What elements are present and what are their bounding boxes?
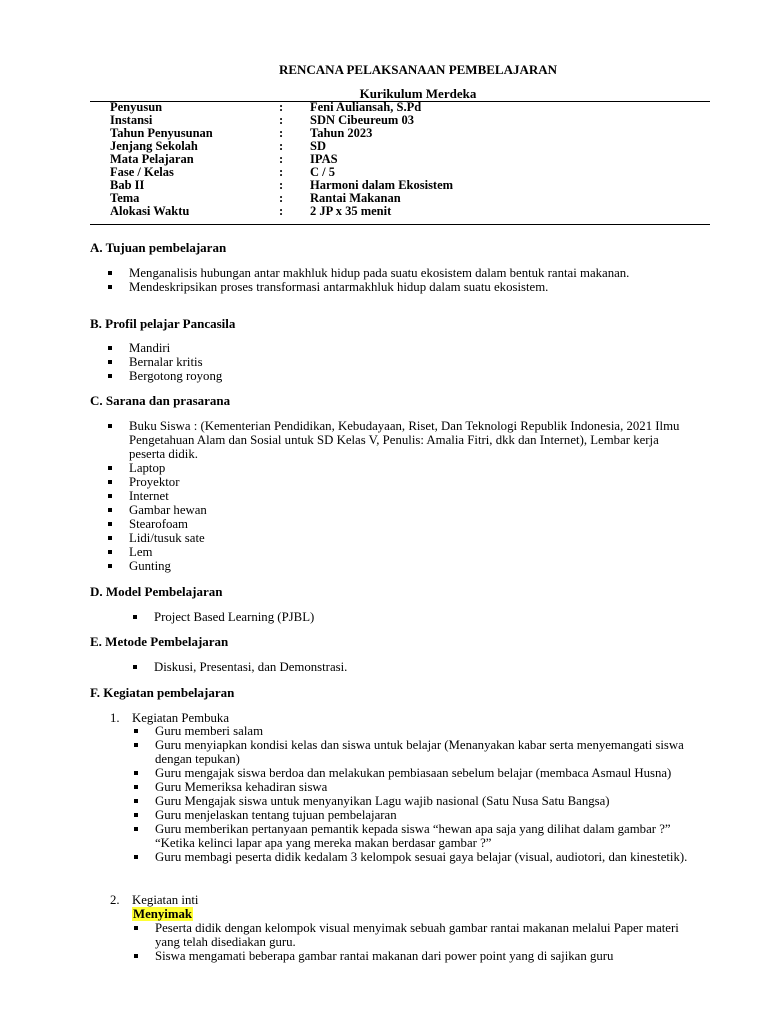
- step-1-number: 1.: [110, 711, 120, 725]
- list-item: Guru mengajak siswa berdoa dan melakukan pembiasaan sebelum belajar (membaca Asmaul Husna): [155, 766, 700, 780]
- identity-row: [110, 153, 453, 166]
- section-f-heading: F. Kegiatan pembelajaran: [90, 685, 235, 700]
- list-item: Guru Mengajak siswa untuk menyanyikan Lagu wajib nasional (Satu Nusa Satu Bangsa): [155, 794, 700, 808]
- identity-value: SDN Cibeureum 03: [310, 112, 414, 127]
- identity-value: C / 5: [310, 164, 335, 179]
- identity-key: Jenjang Sekolah: [110, 138, 198, 153]
- identity-key: Tema: [110, 190, 140, 205]
- section-e-heading: E. Metode Pembelajaran: [90, 634, 229, 649]
- identity-value: SD: [310, 138, 326, 153]
- identity-key: Instansi: [110, 112, 153, 127]
- identity-colon: :: [279, 203, 284, 218]
- identity-colon: :: [279, 151, 284, 166]
- identity-table: [110, 101, 453, 218]
- list-item: Proyektor: [129, 475, 689, 489]
- section-d-list: [154, 610, 699, 624]
- list-item: Diskusi, Presentasi, dan Demonstrasi.: [154, 660, 699, 674]
- list-item: Guru membagi peserta didik kedalam 3 kelompok sesuai gaya belajar (visual, audiotori, dan kinestetik).: [155, 850, 700, 864]
- list-item: Gambar hewan: [129, 503, 689, 517]
- list-item: Guru memberi salam: [155, 724, 700, 738]
- list-item: Lem: [129, 545, 689, 559]
- list-item: Mandiri: [129, 341, 689, 355]
- identity-row: [110, 127, 453, 140]
- identity-row: [110, 205, 453, 218]
- identity-value: 2 JP x 35 menit: [310, 203, 392, 218]
- table-bottom-rule: [90, 224, 710, 225]
- list-item: Siswa mengamati beberapa gambar rantai makanan dari power point yang di sajikan guru: [155, 949, 700, 963]
- section-a-heading: A. Tujuan pembelajaran: [90, 240, 227, 255]
- section-b-list: [129, 341, 689, 383]
- step-1-label: Kegiatan Pembuka: [132, 711, 230, 725]
- list-item: Internet: [129, 489, 689, 503]
- highlight-menyimak: Menyimak: [133, 907, 193, 921]
- identity-row: [110, 114, 453, 127]
- identity-value: Tahun 2023: [310, 125, 373, 140]
- section-e-list: [154, 660, 699, 674]
- step-2-list: [155, 921, 700, 963]
- section-c-heading: C. Sarana dan prasarana: [90, 393, 231, 408]
- identity-colon: :: [279, 177, 284, 192]
- identity-key: Alokasi Waktu: [110, 203, 190, 218]
- list-item: Peserta didik dengan kelompok visual menyimak sebuah gambar rantai makanan melalui Paper materi yang telah disediakan guru.: [155, 921, 700, 949]
- identity-key: Tahun Penyusunan: [110, 125, 213, 140]
- identity-key: Bab II: [110, 177, 145, 192]
- list-item: Buku Siswa : (Kementerian Pendidikan, Kebudayaan, Riset, Dan Teknologi Republik Indonesia, 2021 Ilmu Pengetahuan Alam dan Sosial untuk SD Kelas V, Penulis: Amalia Fitri, dkk dan Internet), Lembar kerja peserta didik.: [129, 419, 689, 461]
- list-item: Guru memberikan pertanyaan pemantik kepada siswa “hewan apa saja yang dilihat dalam gambar ?” “Ketika kelinci lapar apa yang mereka makan berdasar gambar ?”: [155, 822, 700, 850]
- identity-row: [110, 192, 453, 205]
- identity-row: [110, 140, 453, 153]
- identity-key: Mata Pelajaran: [110, 151, 194, 166]
- document-title: RENCANA PELAKSANAAN PEMBELAJARAN: [278, 62, 558, 77]
- identity-row: [110, 179, 453, 192]
- step-2-number: 2.: [110, 893, 120, 907]
- list-item: Bernalar kritis: [129, 355, 689, 369]
- list-item: Laptop: [129, 461, 689, 475]
- identity-value: Rantai Makanan: [310, 190, 401, 205]
- list-item: Bergotong royong: [129, 369, 689, 383]
- identity-colon: :: [279, 125, 284, 140]
- identity-row: [110, 166, 453, 179]
- identity-colon: :: [279, 112, 284, 127]
- step-2-label: Kegiatan inti: [132, 893, 199, 907]
- identity-colon: :: [279, 138, 284, 153]
- list-item: Guru menjelaskan tentang tujuan pembelajaran: [155, 808, 700, 822]
- section-c-list: [129, 419, 689, 573]
- section-a-list: [129, 266, 689, 294]
- identity-row: [110, 101, 453, 114]
- identity-key: Penyusun: [110, 100, 163, 114]
- list-item: Mendeskripsikan proses transformasi antarmakhluk hidup dalam suatu ekosistem.: [129, 280, 689, 294]
- list-item: Guru Memeriksa kehadiran siswa: [155, 780, 700, 794]
- identity-value: IPAS: [310, 151, 338, 166]
- section-b-heading: B. Profil pelajar Pancasila: [90, 316, 236, 331]
- identity-colon: :: [279, 100, 284, 114]
- list-item: Project Based Learning (PJBL): [154, 610, 699, 624]
- section-d-heading: D. Model Pembelajaran: [90, 584, 223, 599]
- list-item: Menganalisis hubungan antar makhluk hidup pada suatu ekosistem dalam bentuk rantai makanan.: [129, 266, 689, 280]
- list-item: Gunting: [129, 559, 689, 573]
- step-1-list: [155, 724, 700, 864]
- identity-colon: :: [279, 190, 284, 205]
- list-item: Stearofoam: [129, 517, 689, 531]
- list-item: Guru menyiapkan kondisi kelas dan siswa untuk belajar (Menanyakan kabar serta menyemangati siswa dengan tepukan): [155, 738, 700, 766]
- identity-key: Fase / Kelas: [110, 164, 174, 179]
- list-item: Lidi/tusuk sate: [129, 531, 689, 545]
- document-subtitle: Kurikulum Merdeka: [359, 86, 477, 101]
- identity-value: Feni Auliansah, S.Pd: [310, 100, 422, 114]
- identity-colon: :: [279, 164, 284, 179]
- identity-value: Harmoni dalam Ekosistem: [310, 177, 454, 192]
